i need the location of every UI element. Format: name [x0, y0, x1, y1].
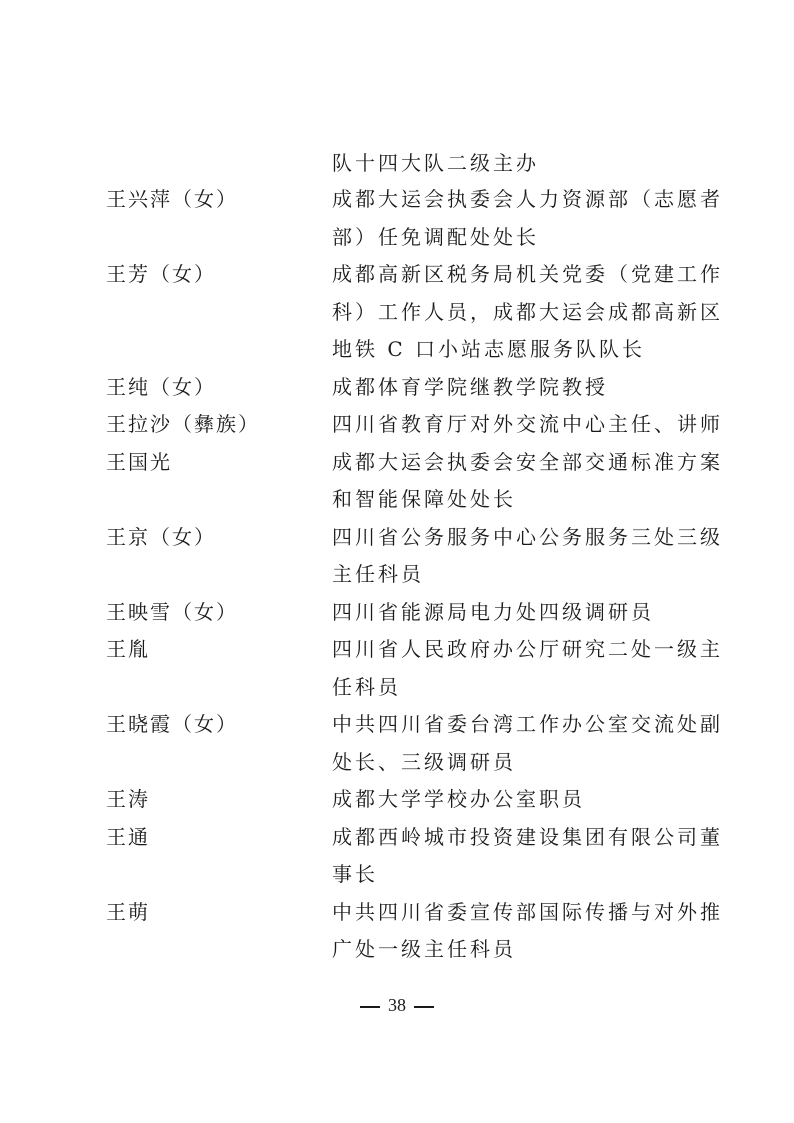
person-position: [332, 784, 712, 822]
page-number: 38: [388, 995, 406, 1015]
person-position: [332, 822, 723, 897]
position-line: 科）工作人员，成都大运会成都高新区: [332, 299, 723, 324]
position-line: 成都大学学校办公室职员: [332, 787, 585, 811]
position-line: 中共四川省委台湾工作办公室交流处副: [332, 712, 723, 736]
person-name: 王涛: [106, 787, 150, 811]
person-name: 王拉沙（彝族）: [106, 412, 260, 436]
position-line: 四川省教育厅对外交流中心主任、讲师: [332, 412, 723, 436]
footer-dash-right: [414, 1006, 434, 1008]
person-name: 王纯（女）: [106, 374, 216, 399]
position-line: 四川省人民政府办公厅研究二处一级主: [332, 637, 723, 661]
position-line: 地铁 C 口小站志愿服务队队长: [332, 337, 646, 361]
position-line: 中共四川省委宣传部国际传播与对外推: [332, 899, 723, 924]
person-name: 王晓霞（女）: [106, 712, 238, 736]
position-line: 成都高新区税务局机关党委（党建工作: [332, 262, 723, 286]
position-line: 主任科员: [332, 562, 424, 586]
position-line: 成都大运会执委会人力资源部（志愿者: [332, 187, 723, 211]
person-name: 王国光: [106, 449, 172, 474]
page-footer: [0, 993, 794, 1017]
position-line: 事长: [332, 862, 378, 886]
position-line: 四川省能源局电力处四级调研员: [332, 599, 654, 624]
person-name: 王芳（女）: [106, 262, 216, 286]
position-line: 处长、三级调研员: [332, 749, 516, 774]
footer-dash-left: [360, 1006, 380, 1008]
person-position: [332, 184, 723, 259]
position-line: 成都大运会执委会安全部交通标准方案: [332, 449, 723, 474]
continued-duty-line: 队十四大队二级主办: [332, 151, 539, 175]
person-name: 王兴萍（女）: [106, 187, 238, 211]
person-name: 王映雪（女）: [106, 599, 238, 624]
person-position: [332, 897, 723, 972]
person-name: 王通: [106, 824, 150, 849]
position-line: 任科员: [332, 674, 401, 699]
position-line: 和智能保障处处长: [332, 487, 516, 511]
person-position: [332, 597, 712, 635]
person-position: [332, 447, 723, 522]
position-line: 成都西岭城市投资建设集团有限公司董: [332, 824, 723, 849]
person-position: [332, 259, 723, 372]
person-position: [332, 634, 723, 709]
person-position: [332, 709, 723, 784]
position-line: 部）任免调配处处长: [332, 224, 539, 249]
person-position: [332, 522, 723, 597]
position-line: 四川省公务服务中心公务服务三处三级: [332, 524, 723, 549]
person-position: [332, 372, 712, 410]
person-name: 王胤: [106, 637, 150, 661]
position-line: 广处一级主任科员: [332, 937, 516, 961]
position-line: 成都体育学院继教学院教授: [332, 374, 608, 399]
person-position: [332, 409, 723, 447]
person-name: 王萌: [106, 899, 150, 924]
person-name: 王京（女）: [106, 524, 216, 549]
